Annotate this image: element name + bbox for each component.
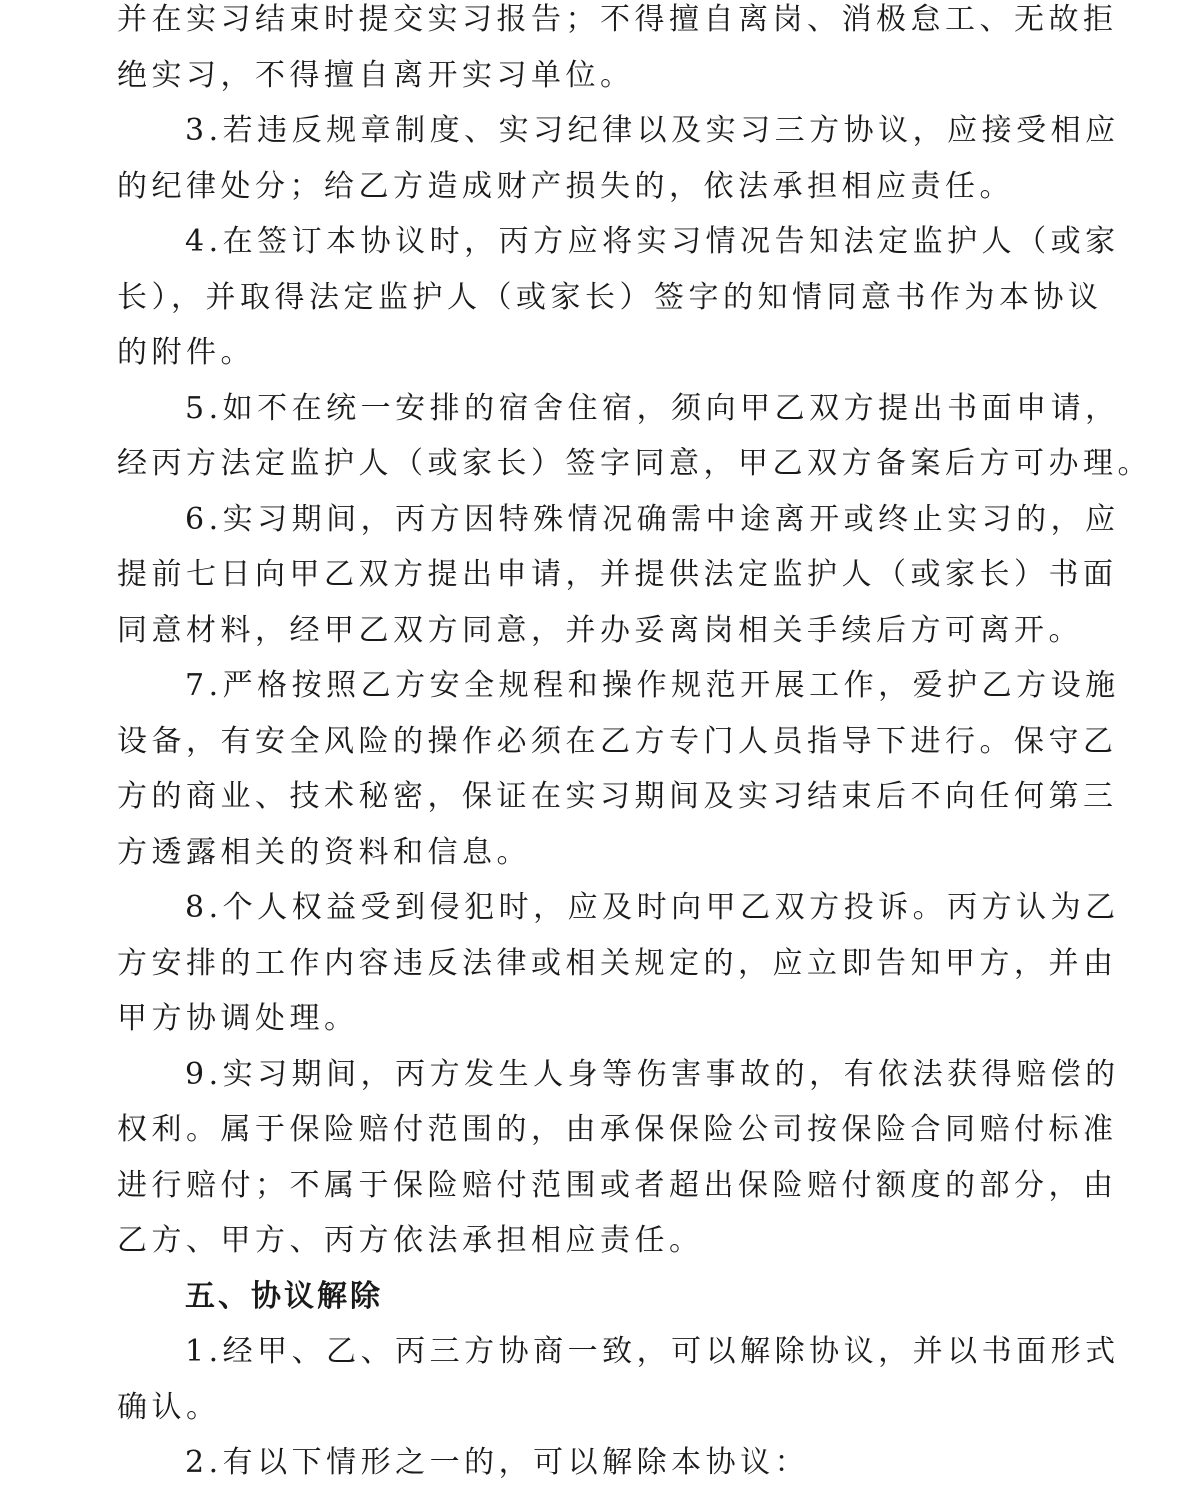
text-line: 4.在签订本协议时，丙方应将实习情况告知法定监护人（或家 bbox=[185, 224, 1120, 259]
text-line: 的纪律处分；给乙方造成财产损失的，依法承担相应责任。 bbox=[117, 168, 1014, 204]
document-body bbox=[117, 0, 1152, 1491]
text-line: 提前七日向甲乙双方提出申请，并提供法定监护人（或家长）书面 bbox=[117, 557, 1118, 592]
text-line: 并在实习结束时提交实习报告；不得擅自离岗、消极怠工、无故拒 bbox=[117, 2, 1118, 37]
paragraph-item-7 bbox=[117, 658, 1120, 880]
text-line: 2.有以下情形之一的，可以解除本协议： bbox=[185, 1445, 810, 1480]
text-line: 甲方协调处理。 bbox=[117, 1001, 359, 1036]
paragraph-termination-1 bbox=[117, 1324, 1120, 1435]
paragraph-item-5 bbox=[117, 381, 1152, 492]
text-line: 8.个人权益受到侵犯时，应及时向甲乙双方投诉。丙方认为乙 bbox=[185, 890, 1120, 925]
section-heading: 五、协议解除 bbox=[185, 1278, 383, 1314]
paragraph-termination-2 bbox=[117, 1435, 1087, 1491]
text-line: 方的商业、技术秘密，保证在实习期间及实习结束后不向任何第三 bbox=[117, 779, 1118, 814]
text-line: 方透露相关的资料和信息。 bbox=[117, 834, 531, 870]
paragraph-item-9 bbox=[117, 1047, 1120, 1269]
paragraph-item-3 bbox=[117, 103, 1120, 214]
paragraph-item-4 bbox=[117, 214, 1120, 381]
text-line: 9.实习期间，丙方发生人身等伤害事故的，有依法获得赔偿的 bbox=[185, 1056, 1120, 1092]
text-line: 绝实习，不得擅自离开实习单位。 bbox=[117, 57, 635, 93]
text-line: 6.实习期间，丙方因特殊情况确需中途离开或终止实习的，应 bbox=[185, 501, 1120, 537]
text-line: 设备，有安全风险的操作必须在乙方专门人员指导下进行。保守乙 bbox=[117, 723, 1118, 759]
text-line: 5.如不在统一安排的宿舍住宿，须向甲乙双方提出书面申请， bbox=[185, 390, 1120, 426]
paragraph-continuation bbox=[117, 0, 1118, 103]
text-line: 的附件。 bbox=[117, 335, 255, 370]
text-line: 进行赔付；不属于保险赔付范围或者超出保险赔付额度的部分，由 bbox=[117, 1167, 1118, 1203]
text-line: 乙方、甲方、丙方依法承担相应责任。 bbox=[117, 1223, 704, 1258]
text-line: 方安排的工作内容违反法律或相关规定的，应立即告知甲方，并由 bbox=[117, 945, 1118, 981]
text-line: 7.严格按照乙方安全规程和操作规范开展工作，爱护乙方设施 bbox=[185, 668, 1120, 703]
text-line: 经丙方法定监护人（或家长）签字同意，甲乙双方备案后方可办理。 bbox=[117, 446, 1152, 481]
text-line: 同意材料，经甲乙双方同意，并办妥离岗相关手续后方可离开。 bbox=[117, 612, 1083, 648]
text-line: 长），并取得法定监护人（或家长）签字的知情同意书作为本协议 bbox=[117, 279, 1103, 315]
paragraph-item-6 bbox=[117, 492, 1120, 659]
text-line: 权利。属于保险赔付范围的，由承保保险公司按保险合同赔付标准 bbox=[117, 1112, 1118, 1147]
text-line: 3.若违反规章制度、实习纪律以及实习三方协议，应接受相应 bbox=[185, 113, 1120, 148]
text-line: 确认。 bbox=[117, 1389, 221, 1425]
paragraph-item-8 bbox=[117, 880, 1120, 1047]
text-line: 1.经甲、乙、丙三方协商一致，可以解除协议，并以书面形式 bbox=[185, 1334, 1120, 1369]
